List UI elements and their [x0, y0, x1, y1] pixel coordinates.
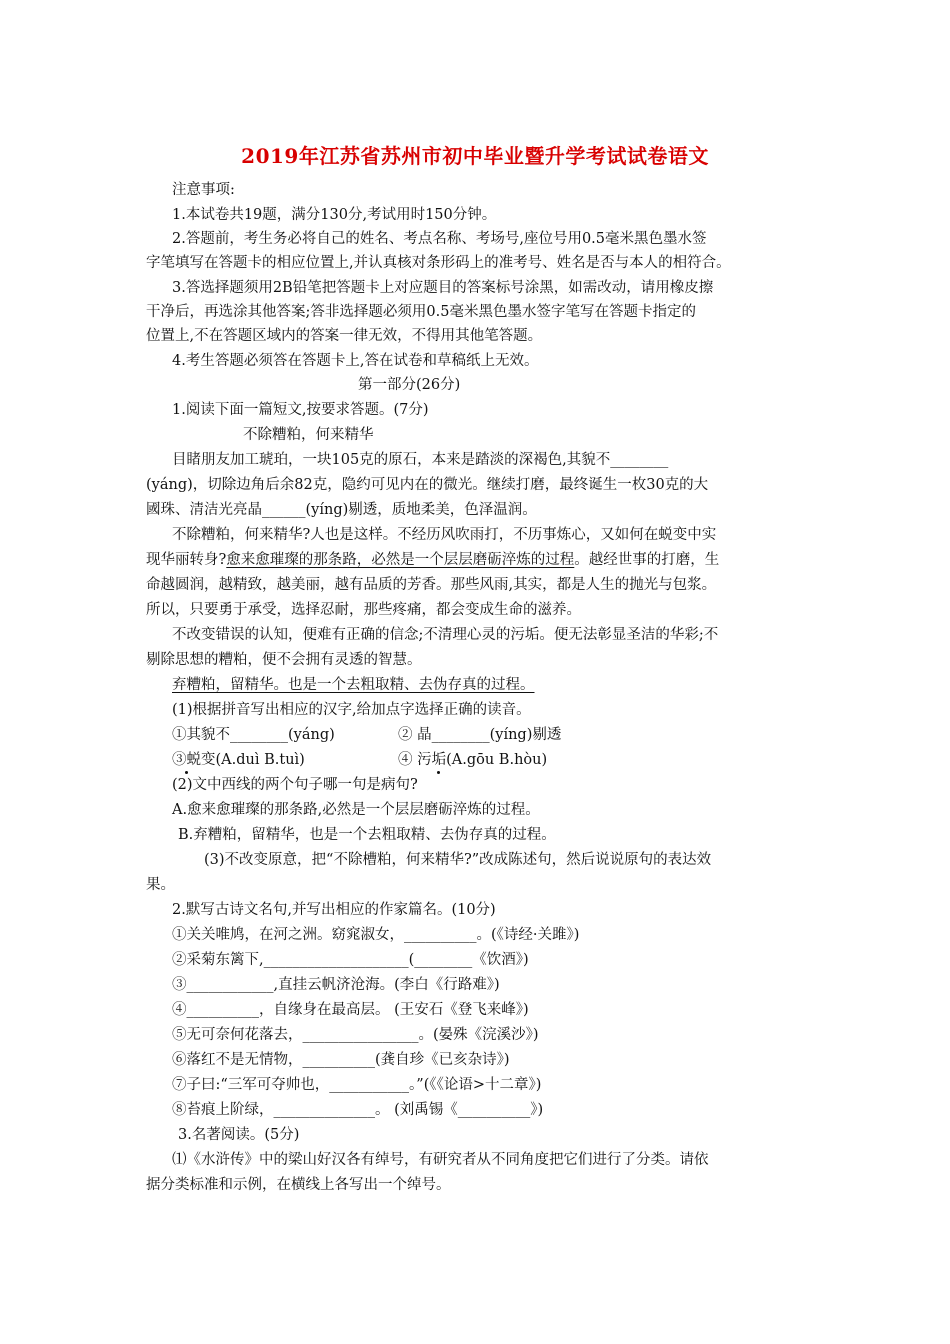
subquestion-1: (1)根据拼音写出相应的汉字,给加点字选择正确的读音。 — [172, 702, 531, 718]
answer-blank: ________ — [230, 727, 288, 743]
essay-title: 不除糟粕，何来精华 — [243, 427, 374, 443]
subquestion-2: (2)文中西线的两个句子哪一句是病句? — [172, 777, 418, 793]
item-text: 变(A.duì B.tuì) — [201, 752, 305, 768]
notice-heading: 注意事项: — [172, 182, 235, 198]
item-text: ④ 污 — [398, 752, 432, 768]
essay-text: 现华丽转身? — [146, 552, 227, 568]
notice-item-2-line-2: 字笔填写在答题卡的相应位置上,并认真核对条形码上的准考号、姓名是否与本人的相符合。 — [146, 255, 731, 271]
underlined-sentence-a: 愈来愈璀璨的那条路，必然是一个层层磨砺淬炼的过程 — [226, 552, 575, 568]
subquestion-2-option-a: A.愈来愈璀璨的那条路,必然是一个层层磨砺淬炼的过程。 — [172, 802, 540, 818]
essay-paragraph-3-line-1: 不改变错误的认知，便难有正确的信念;不清理心灵的污垢。便无法彰显圣洁的华彩;不 — [172, 627, 719, 643]
poem-line-1: ①关关唯鸠，在河之洲。窈窕淑女，__________。(《诗经·关雎》) — [172, 927, 580, 943]
item-text: (yíng)剔透 — [489, 727, 562, 743]
poem-line-2: ②采菊东篱下,____________________(________《饮酒》) — [172, 952, 529, 968]
essay-paragraph-2-line-2 — [146, 550, 719, 570]
poem-line-4: ④__________，自缘身在最高层。 (王安石《登飞来峰》) — [172, 1002, 529, 1018]
essay-paragraph-3-line-2: 剔除思想的糟粕，便不会拥有灵透的智慧。 — [146, 652, 422, 668]
subquestion-2-option-b: B.弃糟粕，留精华，也是一个去粗取精、去伪存真的过程。 — [178, 827, 556, 843]
item-text: ①其貌不 — [172, 727, 230, 743]
item-text: ② 晶 — [398, 727, 432, 743]
notice-item-1: 1.本试卷共19题，满分130分,考试用时150分钟。 — [172, 207, 497, 223]
poem-line-8: ⑧苔痕上阶绿，______________。 (刘禹锡《__________》) — [172, 1102, 544, 1118]
question-3-line-1: ⑴《水浒传》中的梁山好汉各有绰号，有研究者从不同角度把它们进行了分类。请依 — [172, 1152, 709, 1168]
poem-line-5: ⑤无可奈何花落去，________________。(晏殊《浣溪沙》) — [172, 1027, 539, 1043]
poem-line-6: ⑥落红不是无情物，__________(龚自珍《已亥杂诗》) — [172, 1052, 510, 1068]
subquestion-1-row-1 — [172, 725, 335, 745]
dotted-character: 垢 — [431, 752, 447, 768]
notice-item-3-line-3: 位置上,不在答题区域内的答案一律无效，不得用其他笔答题。 — [146, 328, 543, 344]
essay-paragraph-2-line-4: 所以，只要勇于承受，选择忍耐，那些疼痛，都会变成生命的滋养。 — [146, 602, 581, 618]
essay-paragraph-2-line-3: 命越圆润，越精致，越美丽，越有品质的芳香。那些风雨,其实，都是人生的抛光与包浆。 — [146, 577, 717, 593]
question-3-intro: 3.名著阅读。(5分) — [178, 1127, 300, 1143]
item-text: (A.gōu B.hòu) — [446, 752, 548, 768]
underlined-sentence-b: 弃糟粕，留精华。也是一个去粗取精、去伪存真的过程。 — [172, 677, 535, 693]
subquestion-1-row-1-b — [398, 725, 561, 745]
poem-line-7: ⑦子曰:“三军可夺帅也，___________。”(《《论语>十二章》) — [172, 1077, 542, 1093]
part-1-heading: 第一部分(26分) — [358, 377, 461, 393]
subquestion-3-line-2: 果。 — [146, 877, 175, 893]
notice-item-4: 4.考生答题必须答在答题卡上,答在试卷和草稿纸上无效。 — [172, 353, 539, 369]
subquestion-1-row-2-b — [398, 750, 547, 770]
essay-paragraph-1-line-1: 目睹朋友加工琥珀，一块105克的原石，本来是踏淡的深褐色,其貌不________ — [172, 452, 669, 468]
notice-item-2-line-1: 2.答题前，考生务必将自己的姓名、考点名称、考场号,座位号用0.5毫米黑色墨水签 — [172, 231, 707, 247]
question-1-intro: 1.阅读下面一篇短文,按要求答题。(7分) — [172, 402, 429, 418]
essay-text: 。越经世事的打磨，生 — [574, 552, 720, 568]
subquestion-3-line-1: (3)不改变原意，把“不除槽粕，何来精华?”改成陈述句，然后说说原句的表达效 — [204, 852, 712, 868]
notice-item-3-line-1: 3.答选择题须用2B铅笔把答题卡上对应题目的答案标号涂黑，如需改动，请用橡皮擦 — [172, 280, 714, 296]
essay-paragraph-2-line-1: 不除糟粕，何来精华?人也是这样。不经历风吹雨打，不历事炼心，又如何在蜕变中实 — [172, 527, 717, 543]
poem-line-3: ③____________,直挂云帆济沧海。(李白《行路难》) — [172, 977, 500, 993]
question-3-line-2: 据分类标准和示例，在横线上各写出一个绰号。 — [146, 1177, 451, 1193]
notice-item-3-line-2: 干净后，再选涂其他答案;答非选择题必须用0.5毫米黑色墨水签字笔写在答题卡指定的 — [146, 304, 696, 320]
answer-blank: ________ — [431, 727, 490, 743]
subquestion-1-row-2 — [172, 750, 305, 770]
item-text: (yáng) — [288, 727, 335, 743]
page-title: 2019年江苏省苏州市初中毕业暨升学考试试卷语文 — [241, 144, 709, 168]
dotted-character: ③蜕 — [172, 752, 201, 768]
essay-paragraph-1-line-2: (yáng)，切除边角后余82克，隐约可见内在的微光。继续打磨，最终诞生一枚30克的大 — [146, 477, 709, 493]
essay-paragraph-1-line-3: 國珠、清洁光亮晶______(yíng)剔透，质地柔美，色泽温润。 — [146, 502, 537, 518]
question-2-intro: 2.默写古诗文名句,并写出相应的作家篇名。(10分) — [172, 902, 496, 918]
